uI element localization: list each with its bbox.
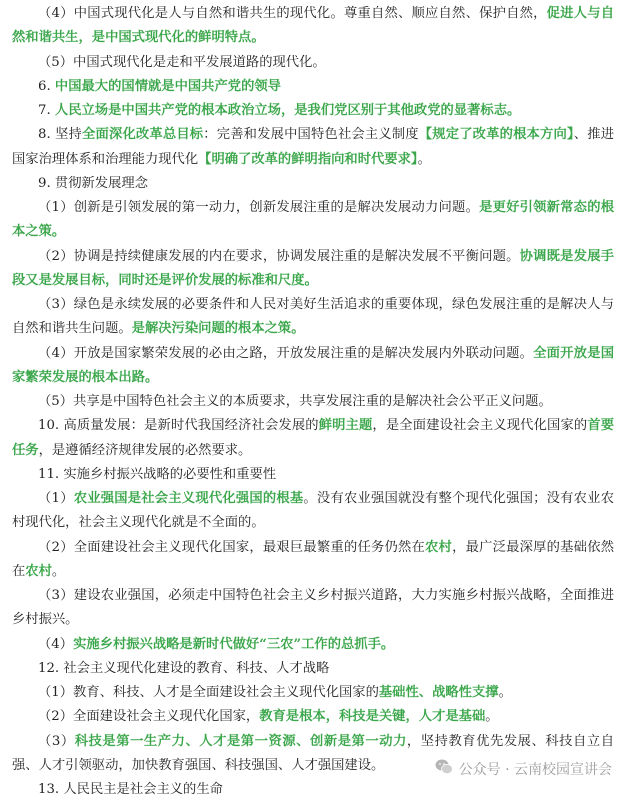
highlighted-text: 鲜明主题: [318, 418, 373, 434]
text-run: 。: [417, 151, 431, 167]
text-run: 10. 高质量发展：是新时代我国经济社会发展的: [38, 418, 319, 434]
text-run: ，坚持教育优先发展、科技自立自强、人才引领驱动，加快教育强国、科技强国、人才强国建设。: [12, 733, 615, 773]
text-run: （1）教育、科技、人才是全面建设社会主义现代化国家的: [38, 685, 379, 700]
text-run: （2）全面建设社会主义现代化国家，: [38, 709, 260, 725]
text-run: （2）协调是持续健康发展的内在要求，协调发展注重的是解决发展不平衡问题。: [38, 248, 520, 264]
paragraph: [12, 681, 614, 705]
paragraph: [12, 342, 614, 391]
text-run: 11. 实施乡村振兴战略的必要性和重要性: [38, 466, 277, 482]
text-run: （3）: [38, 733, 75, 749]
paragraph: [12, 172, 614, 196]
watermark: [430, 756, 616, 782]
highlighted-text: 是更好引领新常态的根本之策。: [12, 200, 615, 240]
highlighted-text: 农村: [25, 563, 52, 579]
paragraph: [12, 75, 614, 99]
highlighted-text: 【明确了改革的鲜明指向和时代要求】: [198, 151, 418, 167]
text-run: （5）中国式现代化是走和平发展道路的现代化。: [38, 54, 326, 70]
text-run: 12. 社会主义现代化建设的教育、科技、人才战略: [38, 660, 330, 676]
watermark-text: 公众号 · 云南校园宣讲会: [458, 762, 612, 778]
text-run: （1）: [38, 491, 74, 506]
text-run: （4）开放是国家繁荣发展的必由之路，开放发展注重的是解决发展内外联动问题。: [38, 345, 534, 361]
text-run: 9. 贯彻新发展理念: [38, 175, 148, 191]
paragraph: [12, 487, 614, 536]
text-run: 、推进国家治理体系和治理能力现代化: [12, 127, 615, 167]
text-run: 。没有农业强国就没有整个现代化强国；没有农业农村现代化，社会主义现代化就是不全面的。: [12, 491, 614, 531]
text-run: （3）建设农业强国，必须走中国特色社会主义乡村振兴道路，大力实施乡村振兴战略，全面推进乡村振兴。: [12, 588, 614, 628]
highlighted-text: 协调既是发展手段又是发展目标，同时还是评价发展的标准和尺度。: [12, 248, 614, 288]
highlighted-text: 是解决污染问题的根本之策。: [131, 321, 305, 337]
highlighted-text: 中国最大的国情就是中国共产党的领导: [54, 78, 281, 94]
text-run: （5）共享是中国特色社会主义的本质要求，共享发展注重的是解决社会公平正义问题。: [38, 394, 552, 409]
highlighted-text: 教育是根本，科技是关键，人才是基础: [259, 709, 486, 725]
text-run: （2）全面建设社会主义现代化国家，最艰巨最繁重的任务仍然在: [38, 539, 426, 555]
text-run: 8. 坚持: [38, 127, 83, 143]
text-run: 。: [51, 563, 66, 579]
highlighted-text: 促进人与自然和谐共生，是中国式现代化的鲜明特点。: [12, 6, 615, 46]
paragraph: [12, 633, 614, 657]
text-run: ，是全面建设社会主义现代化国家的: [372, 418, 588, 434]
highlighted-text: 农业强国是社会主义现代化强国的根基: [73, 491, 304, 506]
text-run: （4）中国式现代化是人与自然和谐共生的现代化。尊重自然、顺应自然、保护自然，: [38, 6, 547, 21]
paragraph: [12, 657, 614, 681]
highlighted-text: 全面深化改革总目标: [82, 127, 204, 143]
paragraph: [12, 99, 614, 123]
paragraph: [12, 463, 614, 487]
highlighted-text: 全面开放是国家繁荣发展的根本出路。: [12, 345, 615, 385]
text-run: ：完善和发展中国特色社会主义制度: [203, 127, 419, 143]
text-run: （3）绿色是永续发展的必要条件和人民对美好生活追求的重要体现，绿色发展注重的是解决人与自然和谐共生问题。: [12, 297, 614, 337]
paragraph: [12, 293, 614, 342]
highlighted-text: 实施乡村振兴战略是新时代做好“三农”工作的总抓手。: [73, 636, 395, 652]
highlighted-text: 科技是第一生产力、人才是第一资源、创新是第一动力: [74, 733, 407, 749]
paragraph: [12, 584, 614, 633]
paragraph: [12, 390, 614, 414]
text-run: 13. 人民民主是社会主义的生命: [38, 782, 223, 797]
paragraph: [12, 123, 614, 172]
paragraph: [12, 245, 614, 294]
highlighted-text: 首要任务: [12, 418, 615, 458]
paragraph: [12, 536, 614, 585]
highlighted-text: 【规定了改革的根本方向】: [418, 127, 574, 143]
text-run: ，是遵循经济规律发展的必然要求。: [38, 442, 252, 458]
highlighted-text: 基础性、战略性支撑: [378, 685, 499, 700]
paragraph: [12, 2, 614, 51]
text-run: 。: [485, 709, 499, 725]
wechat-icon: [434, 757, 454, 781]
paragraph: [12, 51, 614, 75]
highlighted-text: 人民立场是中国共产党的根本政治立场，是我们党区别于其他政党的显著标志。: [54, 103, 521, 118]
text-run: 7.: [38, 103, 55, 118]
text-run: （4）: [38, 636, 74, 652]
paragraph: [12, 414, 614, 463]
text-run: 。: [498, 685, 512, 700]
text-run: （1）创新是引领发展的第一动力，创新发展注重的是解决发展动力问题。: [38, 200, 480, 215]
text-run: ，最广泛最深厚的基础依然在: [12, 539, 614, 579]
paragraph: [12, 196, 614, 245]
highlighted-text: 农村: [425, 539, 453, 555]
text-run: 6.: [38, 78, 55, 94]
paragraph: [12, 705, 614, 729]
